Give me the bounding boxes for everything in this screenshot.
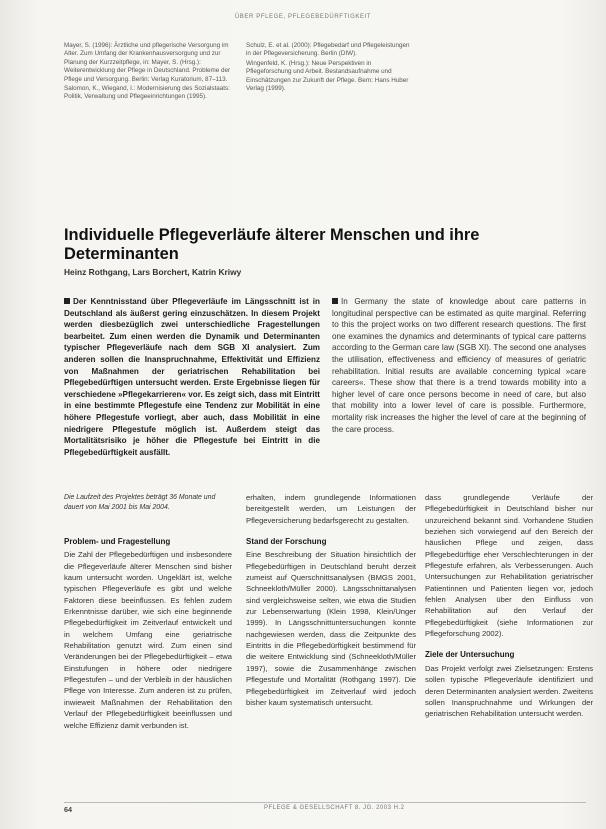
reference-entry: Salomon, K., Wiegand, I.: Modernisierung des Sozialstaats: Politik, Verwaltung und Pflegeeinrichtungen (1995). — [64, 85, 230, 101]
abstract-german — [64, 296, 320, 458]
page-number: 64 — [64, 805, 72, 814]
body-column-1 — [64, 536, 232, 731]
article-title: Individuelle Pflegeverläufe älterer Menschen und ihre Determinanten — [64, 226, 480, 263]
reference-entry: Schulz, E. et al. (2000): Pflegebedarf und Pflegeleistungen in der Pflegeversicherung. Berlin (DIW). — [246, 42, 410, 58]
section-heading: Stand der Forschung — [246, 537, 327, 547]
abstract-english — [332, 296, 586, 435]
body-paragraph: Eine Beschreibung der Situation hinsichtlich der Pflegebedürftigen in Deutschland beruht derzeit zumeist auf Querschnittsanalysen (BMGS 2001, Schneekloth/Müller 2000). Längsschnittanalysen sind vergleichsweise selten, wie etwa die Studien zur Lebenserwartung (Klein 1998, Klein/Unger 1999). In Längsschnittuntersuchungen konnte nachgewiesen werden, dass die Zeitpunkte des Eintritts in die Pflegebedürftigkeit bestimmend für die weitere Entwicklung sind (Schneekloth/Müller 1997), sowie die Zusammenhänge zwischen Pflegestufe und Mortalität (Rothgang 1997). Die Pflegebedürftigkeit im Zeitverlauf wird jedoch bisher kaum systematisch untersucht. — [246, 550, 416, 707]
section-heading: Problem- und Fragestellung — [64, 537, 171, 546]
body-paragraph: Die Zahl der Pflegebedürftigen und insbesondere die Pflegeverläufe älterer Menschen sind bisher kaum untersucht worden. Ungeklärt ist, welche typischen Pflegeverläufe es gibt und welche Faktoren diese beeinflussen. Es fehlen zudem Erkenntnisse darüber, wie sich eine beginnende Pflegebedürftigkeit im Zeitverlauf entwickelt und in welchem Umfang eine geriatrische Rehabilitation genutzt wird. Zum einen sind Veränderungen bei der Pflegebedürftigkeit – etwa Einstufungen in höhere oder niedrigere Pflegestufen – und der Verbleib in der häuslichen Pflege von Interesse. Zum anderen ist zu prüfen, inwieweit Maßnahmen der Rehabilitation den Verlauf der Pflegebedürftigkeit beeinflussen und welche Effizienz damit verbunden ist. — [64, 550, 232, 730]
page-footer — [64, 802, 586, 812]
section-heading: Ziele der Untersuchung — [425, 650, 515, 660]
reference-entry: Mayer, S. (1996): Ärztliche und pflegerische Versorgung im Alter. Zum Umfang der Krankenhausversorgung und zur Planung der Kurzzeitpflege, in: Mayer, S. (Hrsg.): Weiterentwicklung der Pflege in Deutschland. Probleme der Pflege und Versorgung. Berlin: Verlag Kuratorium, 87–113. — [64, 42, 231, 83]
reference-entry: Wingenfeld, K. (Hrsg.): Neue Perspektiven in Pflegeforschung und Arbeit. Bestandsaufnahme und Einschätzungen zur Zukunft der Pflege. Bern: Hans Huber Verlag (1999). — [246, 59, 409, 93]
project-duration-note: Die Laufzeit des Projektes beträgt 36 Monate und dauert von Mai 2001 bis Mai 2004. — [64, 494, 216, 511]
body-paragraph: Das Projekt verfolgt zwei Zielsetzungen: Erstens sollen typische Pflegeverläufe identifiziert und deren Determinanten analysiert werden. Zweitens sollen Inanspruchnahme und Wirkungen der geriatrischen Rehabilitation untersucht werden. — [425, 663, 593, 719]
journal-name: PFLEGE & GESELLSCHAFT 8. JG. 2003 H.2 — [264, 805, 405, 811]
abstract-german-text: Der Kenntnisstand über Pflegeverläufe im Längsschnitt ist in Deutschland als äußerst gering einzuschätzen. In diesem Projekt werden diesbezüglich zwei unterschiedliche Fragestellungen bearbeitet. Zum einen werden die Dynamik und Determinanten typischer Pflegeverläufe nach dem SGB XI analysiert. Zum anderen sollen die Inanspruchnahme, Effektivität und Effizienz von Maßnahmen der geriatrischen Rehabilitation bei Pflegebedürftigen untersucht werden. Erste Ergebnisse liegen für verschiedene »Pflegekarrieren« vor. Es zeigt sich, dass mit Eintritt in eine bestimmte Pflegestufe eine Tendenz zur Mobilität in eine höhere Pflegestufe vorliegt, aber auch, dass Mobilität in eine niedrigere Pflegestufe möglich ist. Außerdem steigt das Mortalitätsrisiko je höher die Pflegestufe bei Eintritt in die Pflegebedürftigkeit ausfällt. — [64, 297, 320, 457]
references-left — [64, 42, 232, 103]
body-paragraph: erhalten, indem grundlegende Informationen bereitgestellt werden, um Leistungen der Pflegeversicherung bedarfsgerecht zu gestalten. — [246, 493, 416, 525]
body-column-3 — [425, 492, 593, 720]
square-bullet-icon — [64, 298, 70, 304]
running-header: ÜBER PFLEGE, PFLEGEBEDÜRFTIGKEIT — [234, 14, 372, 20]
body-paragraph: dass grundlegende Verläufe der Pflegebedürftigkeit in Deutschland bisher nur unzureichend bekannt sind. Vorhandene Studien beziehen sich vorwiegend auf den Bereich der häuslichen Pflege und zeigen, dass Pflegebedürftige eher Verschlechterungen in der Pflegestufe erfahren, als Verbesserungen. Auch Untersuchungen zur Rehabilitation geriatrischer Patientinnen und Patienten liegen vor, jedoch fehlen Analysen über den Einfluss von Rehabilitation auf den Verlauf der Pflegebedürftigkeit (siehe Informationen zur Pflegeforschung 2002). — [425, 493, 593, 639]
references-right — [246, 42, 416, 94]
square-bullet-icon — [332, 298, 338, 304]
abstract-english-text: In Germany the state of knowledge about care patterns in longitudinal perspective can be estimated as quite marginal. Referring to this the project works on two different research questions. The first one examines the dynamics and determinants of typical care patterns according to the German care law (SGB XI). The second one analyses the utilisation, effectiveness and efficiency of measures of geriatric rehabilitation. Initial results are available concerning typical »care careers«. These show that there is a trend towards mobility into a higher level of care once persons become in need of care, but also that mobility into a lower level of care is possible. Furthermore, mortality risk increases the higher the level of care at the beginning of the care process. — [332, 297, 586, 434]
body-column-2 — [246, 492, 416, 708]
article-authors: Heinz Rothgang, Lars Borchert, Katrin Kriwy — [64, 267, 242, 277]
